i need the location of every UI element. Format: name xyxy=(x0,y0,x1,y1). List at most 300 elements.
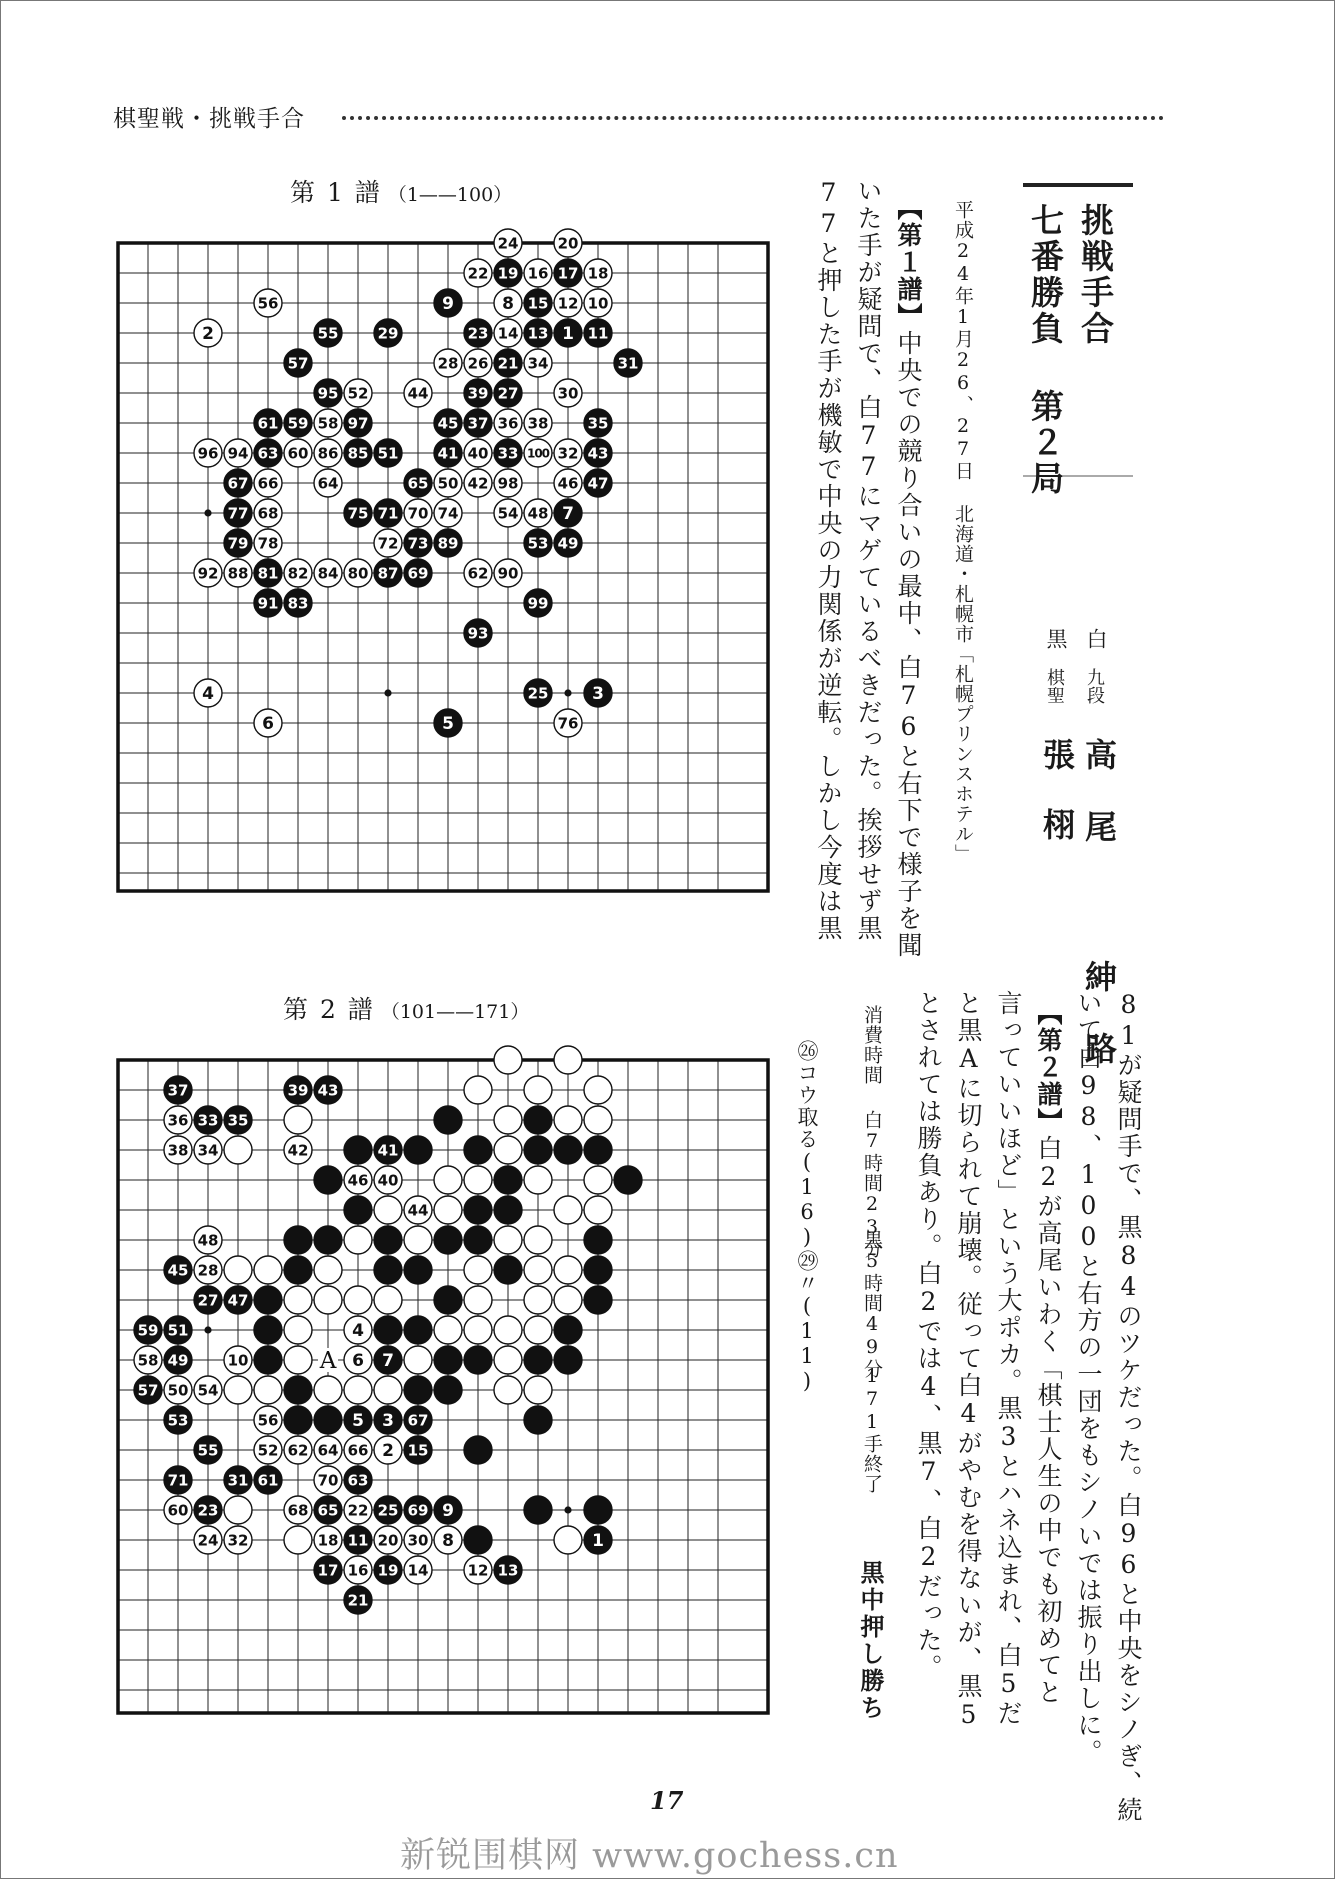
move-number-label: 22 xyxy=(347,1501,369,1520)
move-number-label: 38 xyxy=(527,414,549,433)
move-number-label: 23 xyxy=(467,324,489,343)
game-result: 黒中押し勝ち xyxy=(856,1560,884,1722)
black-player-rank: 棋聖 xyxy=(1044,668,1065,704)
move-number-label: 46 xyxy=(347,1171,369,1190)
move-number-label: 34 xyxy=(527,354,549,373)
move-number-label: 64 xyxy=(317,1441,339,1460)
move-number-label: 28 xyxy=(437,354,459,373)
move-number-label: 93 xyxy=(467,624,489,643)
white-stone xyxy=(464,1076,492,1104)
move-number-label: 16 xyxy=(347,1561,369,1580)
move-number-label: 94 xyxy=(227,444,249,463)
white-stone xyxy=(404,1226,432,1254)
move-number-label: 3 xyxy=(592,684,604,705)
move-number-label: 96 xyxy=(197,444,219,463)
move-number-label: 57 xyxy=(137,1381,159,1400)
move-number-label: 68 xyxy=(257,504,279,523)
black-stone xyxy=(434,1106,462,1134)
black-stone xyxy=(314,1166,342,1194)
black-stone xyxy=(584,1226,612,1254)
venue-line: 平成24年1月26、27日 北海道・札幌市「札幌プリンスホテル」 xyxy=(952,200,974,864)
move-number-label: 65 xyxy=(407,474,429,493)
move-number-label: 49 xyxy=(167,1351,189,1370)
white-stone xyxy=(224,1376,252,1404)
move-number-label: 32 xyxy=(557,444,579,463)
move-number-label: 45 xyxy=(437,414,459,433)
move-number-label: 52 xyxy=(347,384,369,403)
white-stone xyxy=(374,1286,402,1314)
commentary-2-text-3: 白2が高尾いわく「棋士人生の中でも初めてと xyxy=(1034,1135,1063,1706)
white-stone xyxy=(494,1226,522,1254)
white-stone xyxy=(554,1106,582,1134)
black-stone xyxy=(614,1166,642,1194)
move-number-label: 81 xyxy=(257,564,279,583)
move-number-label: 75 xyxy=(347,504,369,523)
white-stone xyxy=(254,1256,282,1284)
move-number-label: 68 xyxy=(287,1501,309,1520)
white-stone xyxy=(494,1346,522,1374)
move-number-label: 71 xyxy=(377,504,399,523)
move-number-label: 80 xyxy=(347,564,369,583)
move-number-label: 52 xyxy=(257,1441,279,1460)
move-number-label: 33 xyxy=(197,1111,219,1130)
move-number-label: 21 xyxy=(497,354,519,373)
black-stone xyxy=(494,1166,522,1194)
move-number-label: 69 xyxy=(407,564,429,583)
move-number-label: 56 xyxy=(257,294,279,313)
move-number-label: 8 xyxy=(442,1531,454,1552)
move-number-label: 14 xyxy=(407,1561,429,1580)
move-number-label: 4 xyxy=(352,1321,364,1342)
move-number-label: 10 xyxy=(587,294,609,313)
move-number-label: 66 xyxy=(257,474,279,493)
move-number-label: 99 xyxy=(527,594,549,613)
white-stone xyxy=(404,1346,432,1374)
move-number-label: 54 xyxy=(197,1381,219,1400)
move-number-label: 58 xyxy=(317,414,339,433)
black-stone xyxy=(254,1316,282,1344)
move-number-label: 39 xyxy=(287,1081,309,1100)
move-number-label: 65 xyxy=(317,1501,339,1520)
move-number-label: 15 xyxy=(407,1441,429,1460)
commentary-2-line-1: 81が疑問手で、黒84のツケだった。白96と中央をシノぎ、続 xyxy=(1114,990,1143,1824)
commentary-2-line-5: と黒Aに切られて崩壊。従って白4がやむを得ないが、黒5 xyxy=(954,990,983,1731)
move-number-label: 24 xyxy=(497,234,519,253)
move-number-label: 41 xyxy=(377,1141,399,1160)
move-number-label: 87 xyxy=(377,564,399,583)
move-number-label: 58 xyxy=(137,1351,159,1370)
move-number-label: 98 xyxy=(497,474,519,493)
move-number-label: 4 xyxy=(202,684,214,705)
diagram-1-range: （1——100） xyxy=(387,184,513,206)
white-stone xyxy=(554,1196,582,1224)
white-stone xyxy=(284,1346,312,1374)
move-number-label: 92 xyxy=(197,564,219,583)
move-number-label: 61 xyxy=(257,1471,279,1490)
move-number-label: 69 xyxy=(407,1501,429,1520)
move-number-label: 47 xyxy=(227,1291,249,1310)
move-number-label: 74 xyxy=(437,504,459,523)
game-title-line-2: 七番勝負 第２局 xyxy=(1026,203,1065,497)
move-number-label: 59 xyxy=(137,1321,159,1340)
black-stone xyxy=(344,1136,372,1164)
move-number-label: 67 xyxy=(227,474,249,493)
white-stone xyxy=(464,1166,492,1194)
move-number-label: 83 xyxy=(287,594,309,613)
commentary-2-line-4: 言っていいほど」という大ポカ。黒3とハネ込まれ、白5だ xyxy=(994,990,1023,1727)
white-stone xyxy=(524,1286,552,1314)
move-number-label: 50 xyxy=(437,474,459,493)
move-number-label: 23 xyxy=(197,1501,219,1520)
move-number-label: 18 xyxy=(587,264,609,283)
white-stone xyxy=(584,1196,612,1224)
move-number-label: 29 xyxy=(377,324,399,343)
black-stone xyxy=(524,1346,552,1374)
black-stone xyxy=(494,1256,522,1284)
black-stone xyxy=(524,1136,552,1164)
commentary-1-line-3: 77と押した手が機敏で中央の力関係が逆転。しかし今度は黒 xyxy=(814,178,843,942)
move-number-label: 59 xyxy=(287,414,309,433)
white-stone xyxy=(434,1196,462,1224)
watermark: 新锐围棋网 www.gochess.cn xyxy=(400,1836,899,1876)
white-stone xyxy=(344,1226,372,1254)
black-stone xyxy=(584,1286,612,1314)
black-player-name: 張 栩 xyxy=(1038,738,1076,840)
move-number-label: 39 xyxy=(467,384,489,403)
move-number-label: 82 xyxy=(287,564,309,583)
black-stone xyxy=(434,1286,462,1314)
move-number-label: 55 xyxy=(197,1441,219,1460)
move-number-label: 6 xyxy=(352,1351,364,1372)
white-stone xyxy=(464,1316,492,1344)
move-number-label: 11 xyxy=(587,324,609,343)
move-number-label: 19 xyxy=(497,264,519,283)
white-stone xyxy=(284,1526,312,1554)
white-stone xyxy=(464,1286,492,1314)
move-number-label: 56 xyxy=(257,1411,279,1430)
white-player-label: 白 xyxy=(1084,628,1108,649)
move-number-label: 95 xyxy=(317,384,339,403)
white-stone xyxy=(284,1286,312,1314)
move-number-label: 5 xyxy=(442,714,454,735)
move-number-label: 32 xyxy=(227,1531,249,1550)
move-number-label: 30 xyxy=(557,384,579,403)
move-number-label: 90 xyxy=(497,564,519,583)
move-number-label: 12 xyxy=(557,294,579,313)
black-stone xyxy=(464,1196,492,1224)
move-number-label: 2 xyxy=(382,1441,394,1462)
move-number-label: 55 xyxy=(317,324,339,343)
black-stone xyxy=(464,1436,492,1464)
white-stone xyxy=(554,1046,582,1074)
diagram-2-range: （101——171） xyxy=(380,1001,530,1023)
move-number-label: 10 xyxy=(227,1351,249,1370)
move-number-label: 84 xyxy=(317,564,339,583)
time-black: 黒5時間49分 xyxy=(861,1230,883,1379)
black-player-label: 黒 xyxy=(1044,628,1068,649)
black-stone xyxy=(284,1256,312,1284)
commentary-2-line-2: いて白98、100と右方の一団をもシノいでは振り出しに。 xyxy=(1074,990,1103,1766)
move-number-label: 63 xyxy=(257,444,279,463)
star-point xyxy=(564,1506,571,1513)
move-number-label: 45 xyxy=(167,1261,189,1280)
move-number-label: 44 xyxy=(407,1201,429,1220)
move-number-label: 1 xyxy=(592,1531,604,1552)
title-rule-top xyxy=(1023,183,1133,187)
move-number-label: 85 xyxy=(347,444,369,463)
white-stone xyxy=(314,1286,342,1314)
move-number-label: 26 xyxy=(467,354,489,373)
game-title-line-1: 挑戦手合 xyxy=(1076,203,1115,347)
move-number-label: 35 xyxy=(587,414,609,433)
move-number-label: 27 xyxy=(197,1291,219,1310)
move-number-label: 17 xyxy=(317,1561,339,1580)
move-number-label: 42 xyxy=(287,1141,309,1160)
white-stone xyxy=(524,1166,552,1194)
move-number-label: 89 xyxy=(437,534,459,553)
white-stone xyxy=(554,1286,582,1314)
move-number-label: 16 xyxy=(527,264,549,283)
star-point xyxy=(384,689,391,696)
move-number-label: 25 xyxy=(527,684,549,703)
black-stone xyxy=(464,1526,492,1554)
black-stone xyxy=(464,1136,492,1164)
move-number-label: 24 xyxy=(197,1531,219,1550)
white-stone xyxy=(314,1256,342,1284)
move-number-label: 51 xyxy=(167,1321,189,1340)
move-number-label: 71 xyxy=(167,1471,189,1490)
page-number: 17 xyxy=(650,1786,684,1815)
white-stone xyxy=(434,1166,462,1194)
move-number-label: 62 xyxy=(287,1441,309,1460)
b2-group xyxy=(118,1046,768,1713)
move-number-label: 11 xyxy=(347,1531,369,1550)
white-stone xyxy=(284,1316,312,1344)
white-stone xyxy=(524,1316,552,1344)
black-stone xyxy=(434,1346,462,1374)
move-number-label: 36 xyxy=(167,1111,189,1130)
move-number-label: 91 xyxy=(257,594,279,613)
move-number-label: 51 xyxy=(377,444,399,463)
white-stone xyxy=(344,1376,372,1404)
move-number-label: 3 xyxy=(382,1411,394,1432)
white-player-rank: 九段 xyxy=(1084,668,1105,704)
black-stone xyxy=(554,1136,582,1164)
commentary-2-line-6: とされては勝負あり。白2では4、黒7、白2だった。 xyxy=(914,990,943,1681)
move-number-label: 13 xyxy=(527,324,549,343)
move-number-label: 7 xyxy=(382,1351,394,1372)
move-number-label: 25 xyxy=(377,1501,399,1520)
move-number-label: 17 xyxy=(557,264,579,283)
move-number-label: 43 xyxy=(587,444,609,463)
commentary-2-line-3 xyxy=(1036,1000,1061,1706)
black-stone xyxy=(494,1196,522,1224)
move-number-label: 12 xyxy=(467,1561,489,1580)
move-number-label: 48 xyxy=(527,504,549,523)
move-number-label: 37 xyxy=(467,414,489,433)
move-number-label: 31 xyxy=(227,1471,249,1490)
black-stone xyxy=(404,1376,432,1404)
move-number-label: 33 xyxy=(497,444,519,463)
move-number-label: 28 xyxy=(197,1261,219,1280)
move-number-label: 79 xyxy=(227,534,249,553)
running-head: 棋聖戦・挑戦手合 xyxy=(113,106,305,132)
black-stone xyxy=(524,1406,552,1434)
star-point xyxy=(204,1326,211,1333)
black-stone xyxy=(284,1376,312,1404)
move-number-label: 6 xyxy=(262,714,274,735)
commentary-1-line-2: いた手が疑問で、白77にマゲているべきだった。挨拶せず黒 xyxy=(854,178,883,942)
move-number-label: 73 xyxy=(407,534,429,553)
move-number-label: 31 xyxy=(617,354,639,373)
white-stone xyxy=(494,1136,522,1164)
white-stone xyxy=(524,1076,552,1104)
move-number-label: 35 xyxy=(227,1111,249,1130)
move-number-label: 57 xyxy=(287,354,309,373)
white-stone xyxy=(224,1136,252,1164)
move-number-label: 8 xyxy=(502,294,514,315)
move-number-label: 13 xyxy=(497,1561,519,1580)
move-number-label: 19 xyxy=(377,1561,399,1580)
black-stone xyxy=(284,1406,312,1434)
move-number-label: 62 xyxy=(467,564,489,583)
white-stone xyxy=(224,1496,252,1524)
diagram-2-title-text: 第 2 譜 xyxy=(283,995,375,1024)
move-number-label: 53 xyxy=(527,534,549,553)
move-number-label: 38 xyxy=(167,1141,189,1160)
move-number-label: 60 xyxy=(287,444,309,463)
move-number-label: 20 xyxy=(557,234,579,253)
white-stone xyxy=(494,1106,522,1134)
black-stone xyxy=(464,1346,492,1374)
white-stone xyxy=(524,1376,552,1404)
black-stone xyxy=(584,1256,612,1284)
black-stone xyxy=(314,1226,342,1254)
white-stone xyxy=(584,1166,612,1194)
commentary-1-line-1 xyxy=(896,195,921,959)
white-stone xyxy=(284,1106,312,1134)
star-point xyxy=(564,689,571,696)
black-stone xyxy=(344,1196,372,1224)
move-number-label: 97 xyxy=(347,414,369,433)
move-number-label: 47 xyxy=(587,474,609,493)
move-number-label: 70 xyxy=(407,504,429,523)
black-stone xyxy=(584,1496,612,1524)
move-number-label: 18 xyxy=(317,1531,339,1550)
move-number-label: 61 xyxy=(257,414,279,433)
move-number-label: 100 xyxy=(526,446,550,461)
white-player-name: 高尾 紳路 xyxy=(1080,738,1118,1104)
black-stone xyxy=(464,1226,492,1254)
move-number-label: 41 xyxy=(437,444,459,463)
move-number-label: 22 xyxy=(467,264,489,283)
white-stone xyxy=(464,1256,492,1284)
commentary-2-label: 【第２譜】 xyxy=(1034,1000,1063,1135)
black-stone xyxy=(284,1226,312,1254)
move-number-label: 54 xyxy=(497,504,519,523)
move-number-label: 40 xyxy=(467,444,489,463)
move-number-label: 2 xyxy=(202,324,214,345)
black-stone xyxy=(374,1226,402,1254)
move-number-label: 20 xyxy=(377,1531,399,1550)
white-stone xyxy=(254,1376,282,1404)
move-number-label: 49 xyxy=(557,534,579,553)
black-stone xyxy=(374,1256,402,1284)
move-number-label: 78 xyxy=(257,534,279,553)
star-point xyxy=(204,509,211,516)
move-number-label: 7 xyxy=(562,504,574,525)
move-number-label: 48 xyxy=(197,1231,219,1250)
move-number-label: 76 xyxy=(557,714,579,733)
commentary-1-text-1: 中央での競り合いの最中、白76と右下で様子を聞 xyxy=(894,330,923,959)
black-stone xyxy=(434,1376,462,1404)
diagram-1-title-text: 第 1 譜 xyxy=(290,178,382,207)
move-number-label: 88 xyxy=(227,564,249,583)
black-stone xyxy=(524,1496,552,1524)
move-number-label: 42 xyxy=(467,474,489,493)
move-number-label: 64 xyxy=(317,474,339,493)
black-stone xyxy=(254,1286,282,1314)
move-number-label: 14 xyxy=(497,324,519,343)
black-stone xyxy=(554,1346,582,1374)
move-number-label: 67 xyxy=(407,1411,429,1430)
time-white: 白7時間23分 xyxy=(861,1110,883,1259)
move-number-label: 36 xyxy=(497,414,519,433)
commentary-1-label: 【第１譜】 xyxy=(894,195,923,330)
black-stone xyxy=(434,1226,462,1254)
move-number-label: 9 xyxy=(442,294,454,315)
time-label: 消費時間 xyxy=(861,1005,883,1085)
white-stone xyxy=(494,1376,522,1404)
white-stone xyxy=(344,1286,372,1314)
white-stone xyxy=(314,1376,342,1404)
black-stone xyxy=(314,1406,342,1434)
move-number-label: 37 xyxy=(167,1081,189,1100)
move-number-label: 44 xyxy=(407,384,429,403)
black-stone xyxy=(554,1316,582,1344)
white-stone xyxy=(584,1106,612,1134)
move-number-label: 70 xyxy=(317,1471,339,1490)
white-stone xyxy=(494,1316,522,1344)
move-number-label: 86 xyxy=(317,444,339,463)
move-count: 171手終了 xyxy=(861,1365,883,1494)
move-number-label: 9 xyxy=(442,1501,454,1522)
white-stone xyxy=(524,1226,552,1254)
white-stone xyxy=(554,1256,582,1284)
move-number-label: 5 xyxy=(352,1411,364,1432)
white-stone xyxy=(494,1046,522,1074)
move-number-label: 66 xyxy=(347,1441,369,1460)
board-letter-label: A xyxy=(319,1348,337,1374)
move-number-label: 72 xyxy=(377,534,399,553)
white-stone xyxy=(434,1316,462,1344)
black-stone xyxy=(374,1316,402,1344)
white-stone xyxy=(554,1526,582,1554)
black-stone xyxy=(404,1316,432,1344)
move-number-label: 40 xyxy=(377,1171,399,1190)
white-stone xyxy=(374,1196,402,1224)
white-stone xyxy=(374,1376,402,1404)
black-stone xyxy=(524,1106,552,1134)
move-number-label: 15 xyxy=(527,294,549,313)
black-stone xyxy=(404,1256,432,1284)
b1-group xyxy=(118,229,768,891)
move-number-label: 1 xyxy=(562,324,574,345)
black-stone xyxy=(254,1346,282,1374)
move-number-label: 53 xyxy=(167,1411,189,1430)
move-number-label: 27 xyxy=(497,384,519,403)
move-number-label: 50 xyxy=(167,1381,189,1400)
